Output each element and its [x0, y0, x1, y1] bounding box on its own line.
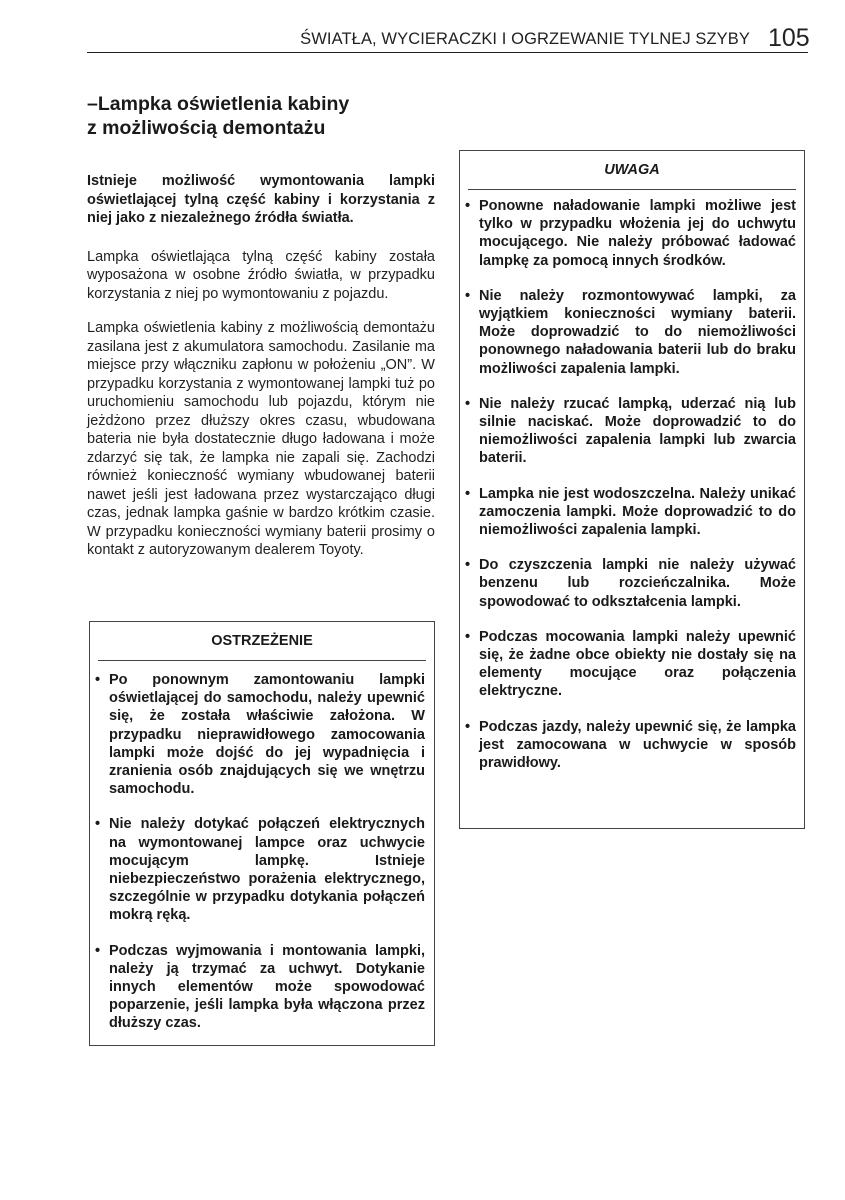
header-divider — [87, 52, 808, 53]
bullet-icon: • — [465, 557, 471, 574]
section-title-line-2: z możliwością demontażu — [87, 117, 326, 139]
bullet-icon: • — [95, 816, 101, 833]
running-header: ŚWIATŁA, WYCIERACZKI I OGRZEWANIE TYLNEJ SZYBY — [300, 30, 750, 48]
caution-item — [460, 556, 796, 611]
warning-item — [90, 815, 425, 924]
bullet-icon: • — [465, 718, 471, 735]
section-title-line-1: –Lampka oświetlenia kabiny — [87, 93, 350, 115]
main-column — [87, 92, 435, 574]
caution-item-text: Ponowne naładowanie lampki możliwe jest tylko w przypadku włożenia jej do uchwytu mocującego. Nie należy próbować ładować lampkę za pomocą innych środków. — [479, 198, 796, 269]
caution-item — [460, 628, 796, 701]
section-title — [87, 92, 435, 140]
bullet-icon: • — [95, 672, 101, 688]
caution-title: UWAGA — [604, 162, 660, 178]
bullet-icon: • — [465, 198, 471, 214]
bullet-icon: • — [465, 287, 471, 304]
warning-item-text: Podczas wyjmowania i montowania lampki, należy ją trzymać za uchwyt. Dotykanie innych elementów może spowodować poparzenie, jeśli lampka była włączona przez dłuższy czas. — [109, 942, 425, 1032]
caution-list — [460, 190, 804, 772]
caution-item — [460, 197, 796, 270]
bullet-icon: • — [95, 942, 101, 959]
page-number: 105 — [768, 24, 810, 52]
bullet-icon: • — [465, 628, 471, 645]
warning-list — [90, 661, 434, 1033]
caution-item-text: Podczas mocowania lampki należy upewnić się, że żadne obce obiekty nie dostały się na elementy mocujące oraz połączenia elektryczne. — [479, 628, 796, 700]
bullet-icon: • — [465, 395, 471, 412]
warning-item — [90, 942, 425, 1033]
caution-item — [460, 287, 796, 378]
caution-item-text: Do czyszczenia lampki nie należy używać benzenu lub rozcieńczalnika. Może spowodować to odkształcenia lampki. — [479, 557, 796, 610]
caution-item-text: Nie należy rozmontowywać lampki, za wyjątkiem konieczności wymiany baterii. Może doprowadzić to do niemożliwości ponownego naładowania baterii lub do braku możliwości zapalenia lampki. — [479, 287, 796, 377]
caution-item — [460, 718, 796, 773]
warning-item-text: Po ponownym zamontowaniu lampki oświetlającej do samochodu, należy upewnić się, że została właściwie założona. W przypadku nieprawidłowego zamocowania lampki może dojść do jej wypadnięcia i zranienia osób znajdujących się we wnętrzu samochodu. — [109, 672, 425, 798]
warning-item-text: Nie należy dotykać połączeń elektrycznych na wymontowanej lampce oraz uchwycie mocującym lampkę. Istnieje niebezpieczeństwo porażenia elektrycznego, szczególnie w przypadku dotykania połączeń mokrą ręką. — [109, 816, 425, 924]
bullet-icon: • — [465, 485, 471, 502]
warning-item — [90, 671, 425, 798]
body-paragraph-1: Lampka oświetlająca tylną część kabiny została wyposażona w osobne źródło światła, w przypadku korzystania z niej po wymontowaniu z pojazdu. — [87, 248, 435, 302]
caution-item — [460, 395, 796, 468]
caution-item-text: Lampka nie jest wodoszczelna. Należy unikać zamoczenia lampki. Może doprowadzić to do niemożliwości zapalenia lampki. — [479, 485, 796, 539]
caution-box — [459, 150, 805, 829]
lead-paragraph: Istnieje możliwość wymontowania lampki oświetlającej tylną część kabiny i korzystania z niej jako z niezależnego źródła światła. — [87, 173, 435, 226]
warning-box — [89, 621, 435, 1046]
warning-title: OSTRZEŻENIE — [211, 633, 313, 649]
caution-item — [460, 485, 796, 540]
caution-item-text: Podczas jazdy, należy upewnić się, że lampka jest zamocowana w uchwycie w sposób prawidłowy. — [479, 718, 796, 772]
body-paragraph-2: Lampka oświetlenia kabiny z możliwością demontażu zasilana jest z akumulatora samochodu. Zasilanie ma miejsce przy włączniku zapłonu w położeniu „ON”. W przypadku korzystania z wymontowanej lampki tuż po uruchomieniu samochodu lub pojazdu, którym nie jeżdżono przez dłuższy okres czasu, wbudowana bateria nie była dostatecznie długo ładowana i może zdarzyć się tak, że lampka nie zapali się. Zachodzi również konieczność wymiany wbudowanej baterii nawet jeśli jest ładowana przez wystarczająco długi czas, jednak lampka gaśnie w bardzo krótkim czasie. W przypadku konieczności wymiany baterii prosimy o kontakt z autoryzowanym dealerem Toyoty. — [87, 320, 435, 558]
caution-item-text: Nie należy rzucać lampką, uderzać nią lub silnie naciskać. Może doprowadzić to do niemożliwości zapalenia lampki lub zwarcia baterii. — [479, 395, 796, 467]
